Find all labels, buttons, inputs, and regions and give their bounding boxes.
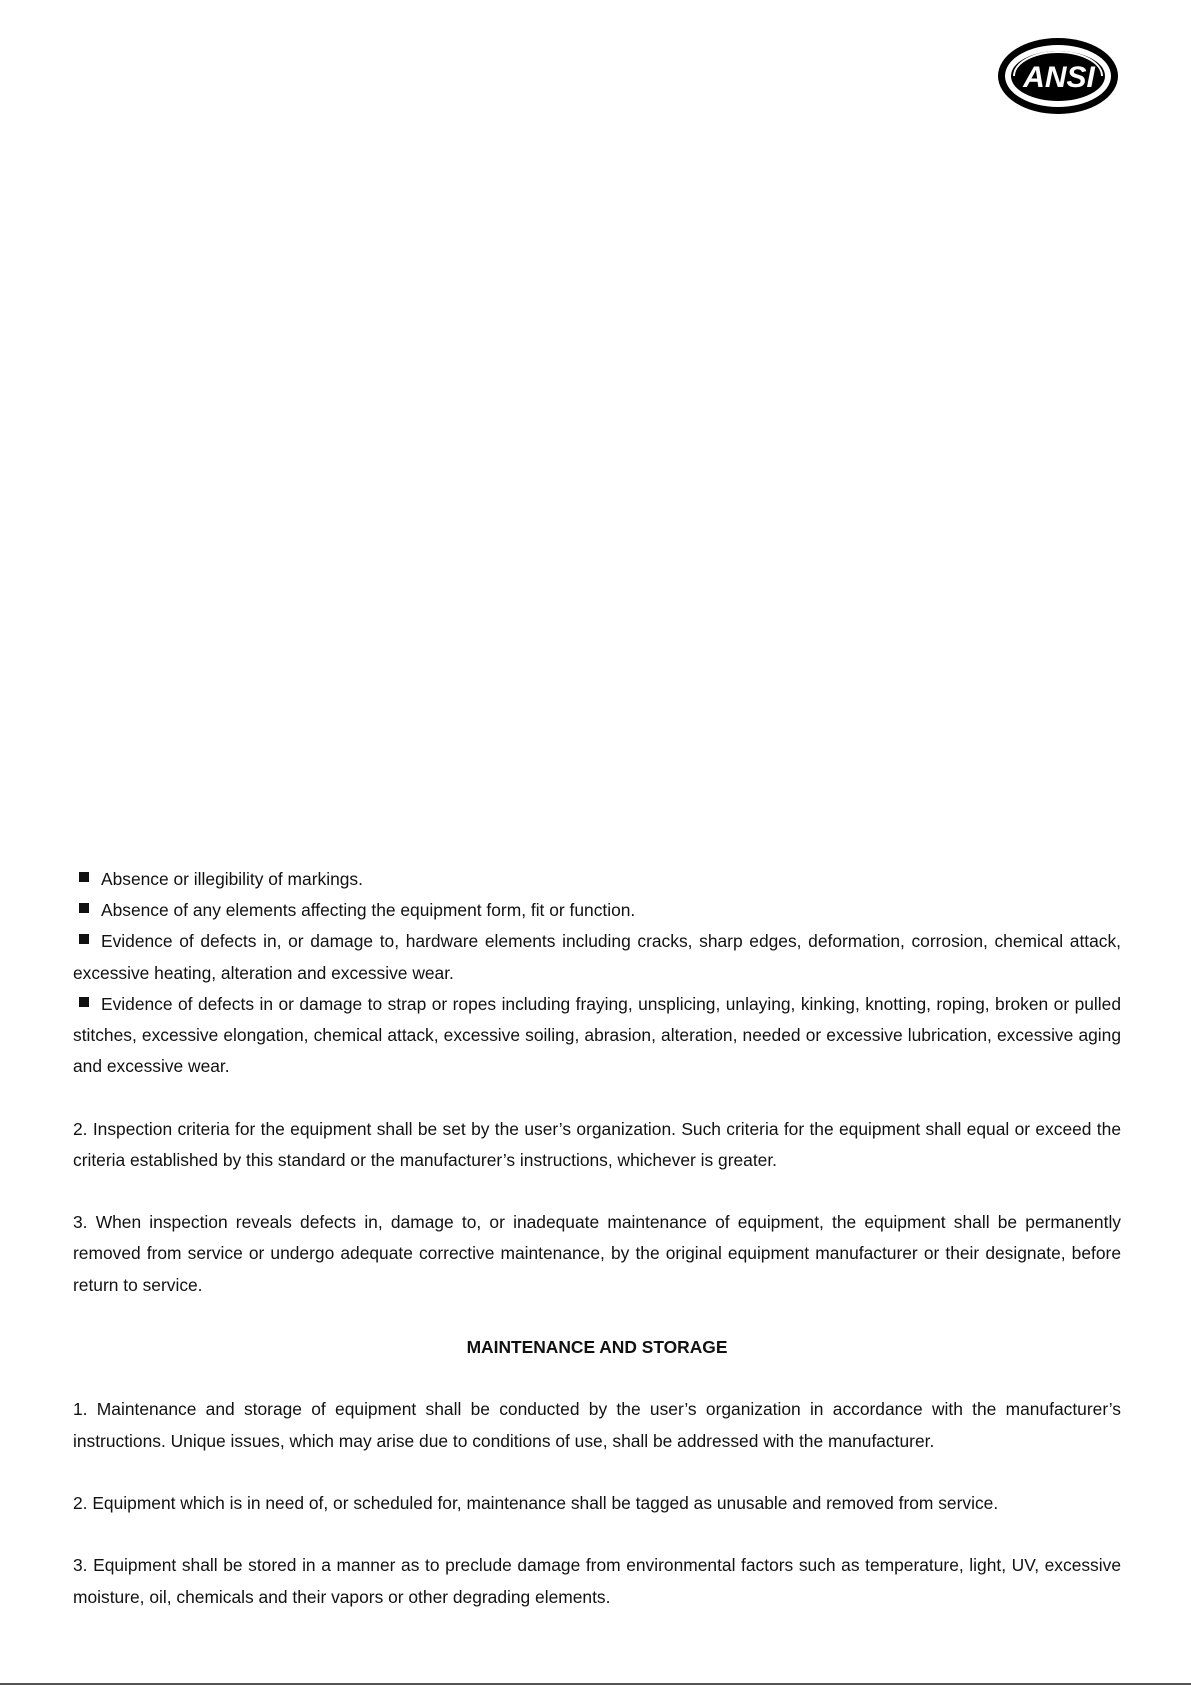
square-bullet-icon [79,872,89,882]
inspection-paragraph-3: 3. When inspection reveals defects in, damage to, or inadequate maintenance of equipment, the equipment shall be permanently removed from service or undergo adequate corrective maintenance, by the original equipment manufacturer or their designate, before return to service. [73,1212,1121,1295]
bullet-text: Absence of any elements affecting the equipment form, fit or function. [101,900,636,921]
document-body [73,864,1121,1613]
ansi-logo-graphic [996,36,1120,116]
bullet-item [73,989,1121,1083]
inspection-paragraph-2: 2. Inspection criteria for the equipment shall be set by the user’s organization. Such criteria for the equipment shall equal or exceed the criteria established by this standard or the manufacturer’s instructions, whichever is greater. [73,1118,1121,1170]
square-bullet-icon [79,997,89,1007]
bullet-text: Evidence of defects in or damage to strap or ropes including fraying, unsplicing, unlaying, kinking, knotting, roping, broken or pulled stitches, excessive elongation, chemical attack, excessive soiling, abrasion, alteration, needed or excessive lubrication, excessive aging and excessive wear. [73,993,1121,1077]
bullet-item [73,895,1121,926]
bullet-item [73,926,1121,988]
maintenance-heading: MAINTENANCE AND STORAGE [466,1337,728,1357]
ansi-logo-text: ANSI [1023,61,1095,94]
bullet-text: Absence or illegibility of markings. [101,869,363,889]
maintenance-paragraph-3: 3. Equipment shall be stored in a manner as to preclude damage from environmental factors such as temperature, light, UV, excessive moisture, oil, chemicals and their vapors or other degrading elements. [73,1555,1121,1607]
maintenance-paragraph-1: 1. Maintenance and storage of equipment shall be conducted by the user’s organization in accordance with the manufacturer’s instructions. Unique issues, which may arise due to conditions of use, shall be addressed with the manufacturer. [73,1399,1121,1451]
square-bullet-icon [79,903,89,913]
bullet-text: Evidence of defects in, or damage to, hardware elements including cracks, sharp edges, deformation, corrosion, chemical attack, excessive heating, alteration and excessive wear. [73,931,1121,983]
bullet-item [73,864,1121,895]
square-bullet-icon [79,934,89,944]
maintenance-paragraph-2: 2. Equipment which is in need of, or scheduled for, maintenance shall be tagged as unusable and removed from service. [73,1492,999,1513]
ansi-logo [996,36,1120,116]
